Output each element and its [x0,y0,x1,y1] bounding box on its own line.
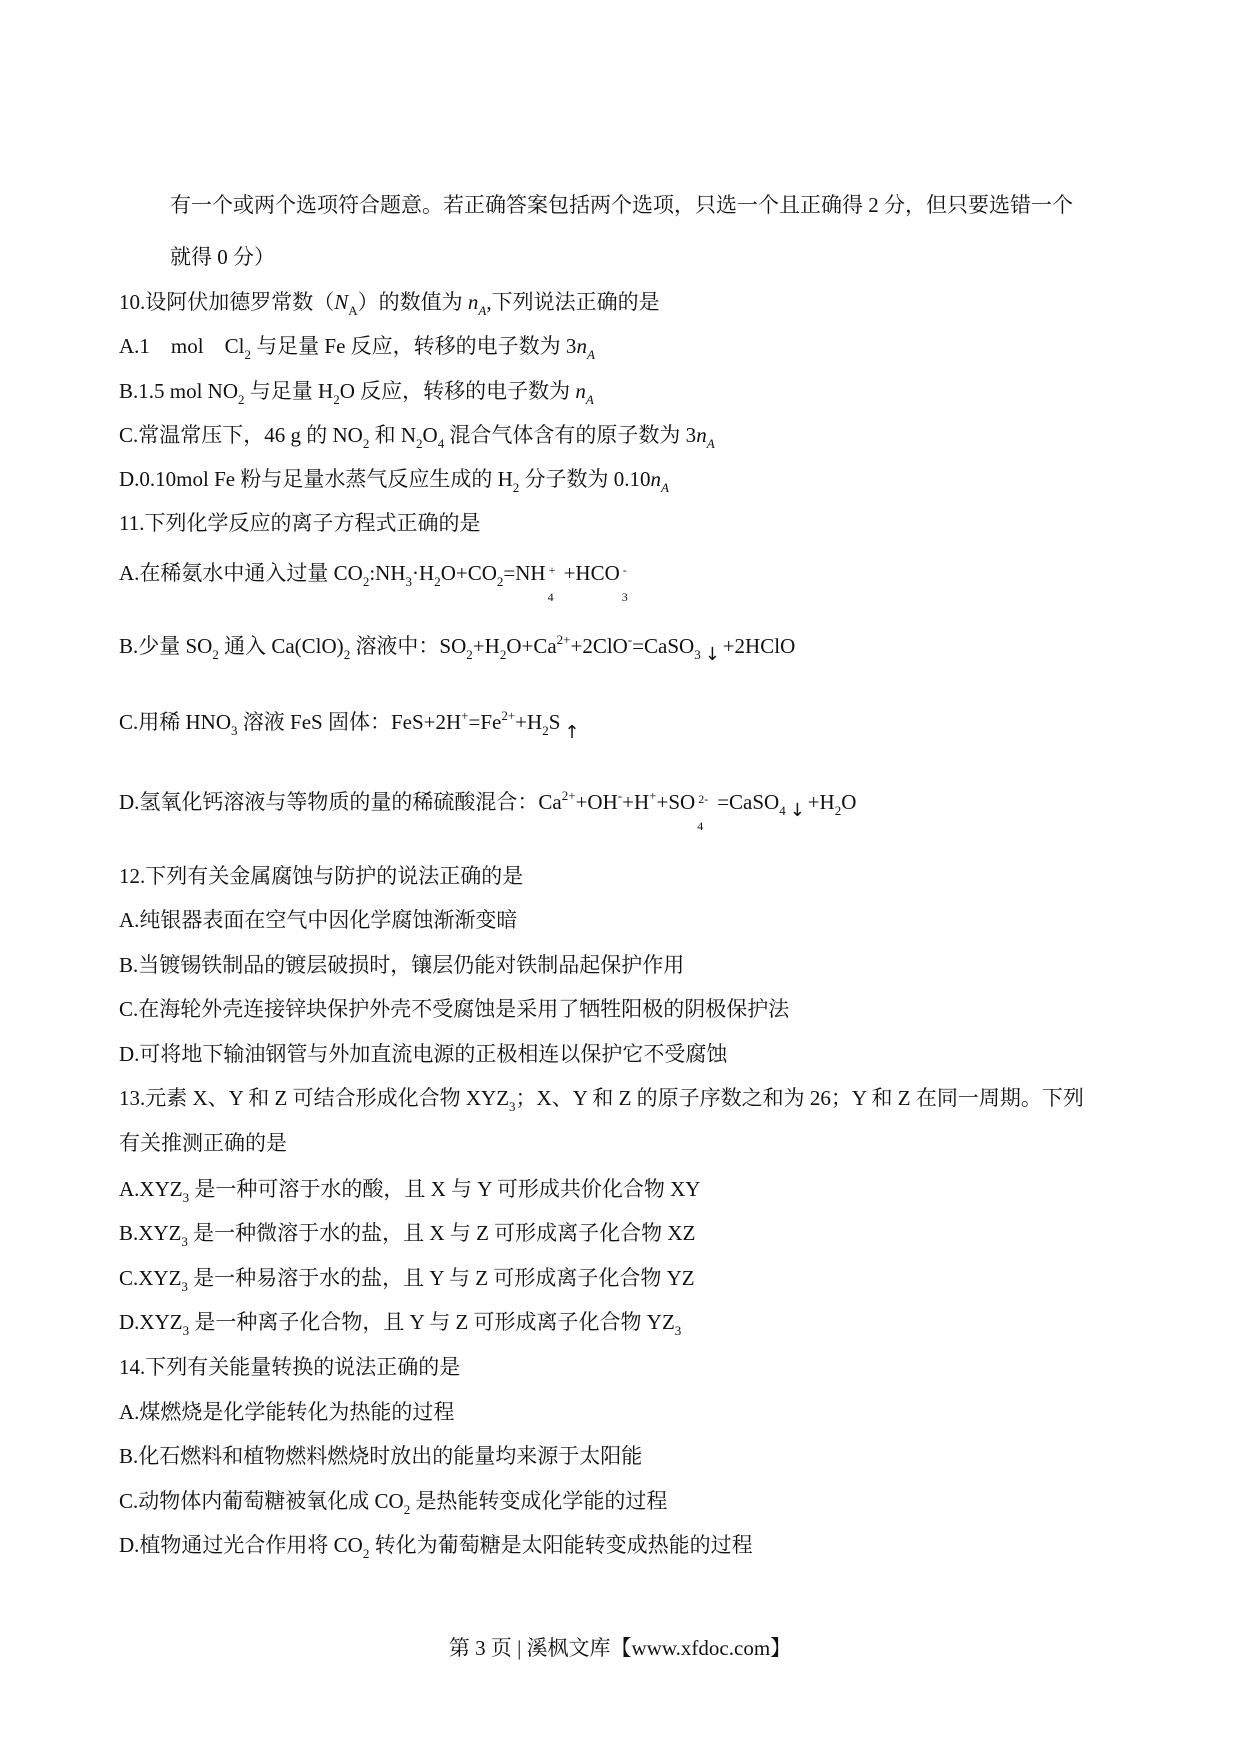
instructions-line-1: 有一个或两个选项符合题意。若正确答案包括两个选项，只选一个且正确得 2 分，但只要选错一个 [170,193,1073,217]
instructions-line-2: 就得 0 分） [170,245,275,269]
q13-option-c: $C.XYZ_3$ 是一种易溶于水的盐，且 Y 与 Z 可形成离子化合物 YZ [119,1266,695,1294]
q13-option-d: $D.XYZ_3$ 是一种离子化合物，且 Y 与 Z 可形成离子化合物 $YZ_3$ [119,1310,682,1338]
q11-stem: 11.下列化学反应的离子方程式正确的是 [119,511,481,535]
q12-option-d: D.可将地下输油钢管与外加直流电源的正极相连以保护它不受腐蚀 [119,1042,728,1066]
q14-option-b: B.化石燃料和植物燃料燃烧时放出的能量均来源于太阳能 [119,1444,643,1468]
sulfate-charge: 2- 4 [697,792,709,833]
ammonium-charge: + 4 [547,563,556,604]
q11-option-c: C.用稀 $HNO_3$ 溶液 FeS 固体：$FeS+2H^+=Fe^{2+}+H_2S$ ↑ [119,708,582,739]
q13-stem-line-2: 有关推测正确的是 [119,1131,287,1155]
q14-option-d: D.植物通过光合作用将 $CO_2$ 转化为葡萄糖是太阳能转变成热能的过程 [119,1533,753,1561]
q13-stem-line-1: 13.元素 X、Y 和 Z 可结合形成化合物 $XYZ_3$；X、Y 和 Z 的原子序数之和为 26；Y 和 Z 在同一周期。下列 [119,1086,1084,1114]
precipitate-arrow-icon: ↓ [704,644,720,665]
q13-option-a: $A.XYZ_3$ 是一种可溶于水的酸，且 X 与 Y 可形成共价化合物 XY [119,1177,701,1205]
q12-option-b: B.当镀锡铁制品的镀层破损时，镶层仍能对铁制品起保护作用 [119,953,685,977]
footer-text: 第 3 页 | 溪枫文库【www.xfdoc.com】 [448,1636,792,1660]
q12-option-c: C.在海轮外壳连接锌块保护外壳不受腐蚀是采用了牺牲阳极的阴极保护法 [119,997,790,1021]
bicarbonate-charge: - 3 [621,563,628,604]
q10-stem: 10.设阿伏加德罗常数$(N_A)$的数值为 $n_A$,下列说法正确的是 [119,290,660,318]
q10-option-b: B.1.5 mol $NO_2$ 与足量 $H_2O$ 反应，转移的电子数为 $n_A$ [119,379,594,407]
q14-stem: 14.下列有关能量转换的说法正确的是 [119,1355,461,1379]
gas-arrow-icon: ↑ [564,722,580,743]
q14-option-a: A.煤燃烧是化学能转化为热能的过程 [119,1400,455,1424]
q10-option-a: A.1 mol $Cl_2$ 与足量 Fe 反应，转移的电子数为 $3n_A$ [119,334,595,362]
page-footer [0,1634,1240,1662]
q10-option-c: C.常温常压下，46 g 的 $NO_2$ 和 $N_2O_4$ 混合气体含有的原子数为 $3n_A$ [119,423,715,451]
q12-option-a: A.纯银器表面在空气中因化学腐蚀渐渐变暗 [119,908,518,932]
q11-option-d: D.氢氧化钙溶液与等物质的量的稀硫酸混合：$Ca^{2+}+OH^-+H^++SO$ 2- 4 =CaSO$_4$ ↓ $+H_2O$ [119,788,857,833]
q11-option-a: A.在稀氨水中通入过量 $CO_2:NH_3\cdot H_2O+CO_2=NH$ + 4 +HCO - 3 [119,559,638,590]
precipitate-arrow-icon: ↓ [789,800,805,821]
q10-option-d: D.0.10mol Fe 粉与足量水蒸气反应生成的 $H_2$ 分子数为 $0.10n_A$ [119,467,669,495]
q13-option-b: $B.XYZ_3$ 是一种微溶于水的盐，且 X 与 Z 可形成离子化合物 XZ [119,1221,696,1249]
q14-option-c: C.动物体内葡萄糖被氧化成 $CO_2$ 是热能转变成化学能的过程 [119,1489,668,1517]
q11-option-b: B.少量 $SO_2$ 通入 $Ca(ClO)_2$ 溶液中：$SO_2+H_2O+Ca^{2+}+2ClO^-=CaSO_3$ ↓ +2HClO [119,632,796,665]
q12-stem: 12.下列有关金属腐蚀与防护的说法正确的是 [119,864,524,888]
